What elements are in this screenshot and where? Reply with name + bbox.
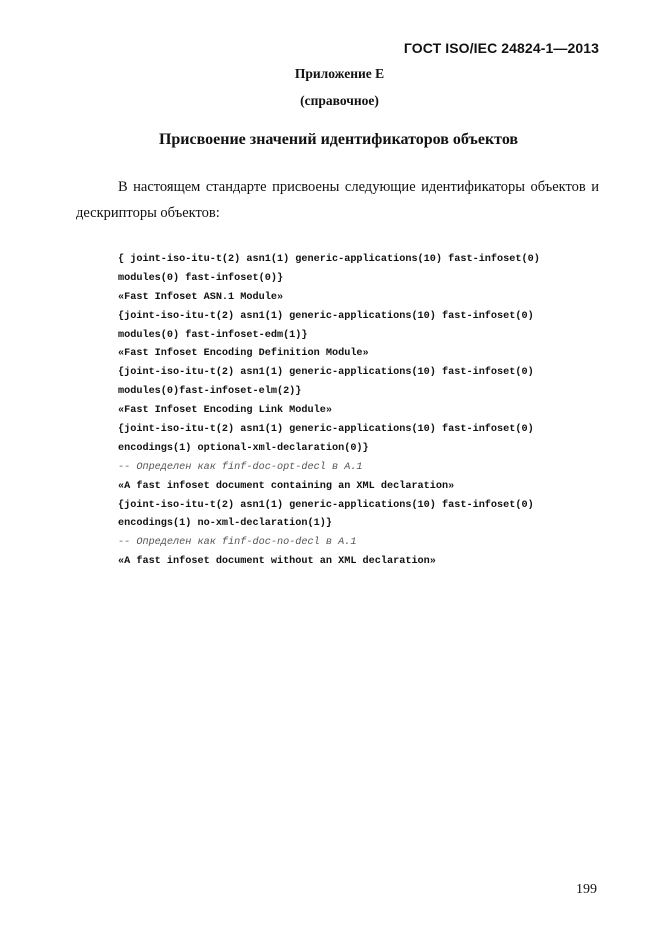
code-line: encodings(1) optional-xml-declaration(0)} xyxy=(118,442,369,454)
code-line: «A fast infoset document containing an XML declaration» xyxy=(118,480,455,492)
code-line: { joint-iso-itu-t(2) asn1(1) generic-applications(10) fast-infoset(0) xyxy=(118,254,540,265)
annex-title: Приложение E xyxy=(294,66,385,81)
intro-paragraph: В настоящем стандарте присвоены следующие идентификаторы объектов и дескрипторы объектов: xyxy=(76,179,599,221)
code-comment-line: -- Определен как finf-doc-no-decl в А.1 xyxy=(118,537,357,549)
page-number: 199 xyxy=(576,882,597,897)
code-line: {joint-iso-itu-t(2) asn1(1) generic-applications(10) fast-infoset(0) xyxy=(118,424,534,436)
code-line: «Fast Infoset Encoding Link Module» xyxy=(118,405,332,417)
code-line: «A fast infoset document without an XML declaration» xyxy=(118,556,436,568)
code-line: modules(0) fast-infoset(0)} xyxy=(118,272,284,284)
code-line: modules(0) fast-infoset-edm(1)} xyxy=(118,329,308,341)
code-line: encodings(1) no-xml-declaration(1)} xyxy=(118,518,332,530)
standard-designation: ГОСТ ISO/IEC 24824-1—2013 xyxy=(403,40,599,56)
code-line: modules(0)fast-infoset-elm(2)} xyxy=(118,386,302,398)
object-identifier-listing xyxy=(118,251,588,572)
code-line: {joint-iso-itu-t(2) asn1(1) generic-applications(10) fast-infoset(0) xyxy=(118,499,534,511)
code-line: {joint-iso-itu-t(2) asn1(1) generic-applications(10) fast-infoset(0) xyxy=(118,310,534,322)
code-line: «Fast Infoset ASN.1 Module» xyxy=(118,291,284,303)
code-line: {joint-iso-itu-t(2) asn1(1) generic-applications(10) fast-infoset(0) xyxy=(118,367,534,379)
code-line: «Fast Infoset Encoding Definition Module» xyxy=(118,348,369,360)
section-title: Присвоение значений идентификаторов объектов xyxy=(158,131,519,148)
code-comment-line: -- Определен как finf-doc-opt-decl в А.1 xyxy=(118,461,363,473)
annex-subtitle: (справочное) xyxy=(300,93,379,108)
